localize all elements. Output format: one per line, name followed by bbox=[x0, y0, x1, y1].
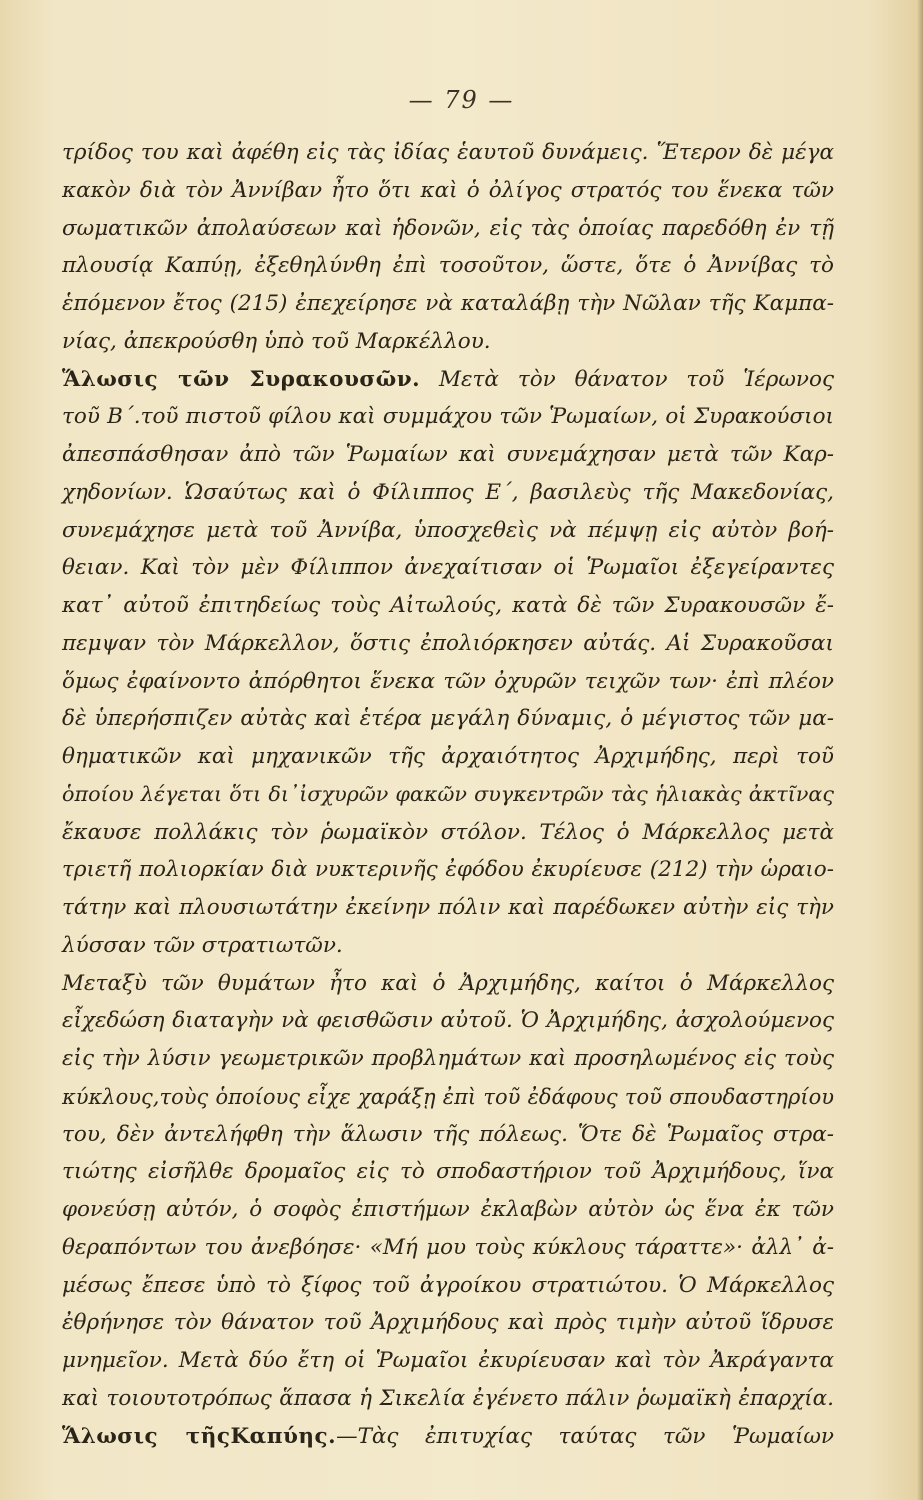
text-line: Μεταξὺ τῶν θυμάτων ἦτο καὶ ὁ Ἀρχιμήδης, καίτοι ὁ Μάρκελλος bbox=[62, 970, 834, 996]
text-line: συνεμάχησε μετὰ τοῦ Ἀννίβα, ὑποσχεθεὶς νὰ πέμψῃ εἰς αὐτὸν βοή- bbox=[62, 517, 834, 543]
text-line: ἐθρήνησε τὸν θάνατον τοῦ Ἀρχιμήδους καὶ πρὸς τιμὴν αὐτοῦ ἵδρυσε bbox=[62, 1310, 834, 1336]
page-number: — 79 — bbox=[408, 86, 515, 114]
section-text: —Τὰς ἐπιτυχίας ταύτας τῶν Ῥωμαίων bbox=[336, 1423, 834, 1449]
text-line: φονεύσῃ αὐτόν, ὁ σοφὸς ἐπιστήμων ἐκλαβὼν αὐτὸν ὡς ἕνα ἐκ τῶν bbox=[62, 1197, 834, 1222]
section-line bbox=[62, 361, 834, 399]
text-line: δὲ ὑπερήσπιζεν αὐτὰς καὶ ἑτέρα μεγάλη δύναμις, ὁ μέγιστος τῶν μα- bbox=[62, 706, 834, 732]
text-line: σωματικῶν ἀπολαύσεων καὶ ἡδονῶν, εἰς τὰς ὁποίας παρεδόθη ἐν τῇ bbox=[62, 215, 834, 241]
text-line: ὁποίου λέγεται ὅτι δι᾽ἰσχυρῶν φακῶν συγκεντρῶν τὰς ἡλιακὰς ἀκτῖνας bbox=[62, 781, 834, 806]
text-line: ὅμως ἐφαίνοντο ἀπόρθητοι ἕνεκα τῶν ὀχυρῶν τειχῶν των· ἐπὶ πλέον bbox=[62, 668, 834, 694]
text-line: θηματικῶν καὶ μηχανικῶν τῆς ἀρχαιότητος Ἀρχιμήδης, περὶ τοῦ bbox=[62, 744, 834, 769]
text-line: εἰς τὴν λύσιν γεωμετρικῶν προβλημάτων καὶ προσηλωμένος εἰς τοὺς bbox=[62, 1046, 834, 1071]
text-line: ἑπόμενον ἔτος (215) ἐπεχείρησε νὰ καταλάβῃ τὴν Νῶλαν τῆς Καμπα- bbox=[62, 291, 834, 316]
body-text bbox=[62, 134, 834, 1455]
section-heading: Ἅλωσις τῶν Συρακουσῶν. bbox=[62, 366, 421, 392]
text-line: νίας, ἀπεκρούσθη ὑπὸ τοῦ Μαρκέλλου. bbox=[62, 328, 491, 354]
text-line: πλουσίᾳ Καπύῃ, ἐξεθηλύνθη ἐπὶ τοσοῦτον, ὥστε, ὅτε ὁ Ἀννίβας τὸ bbox=[62, 253, 834, 279]
text-line: τιώτης εἰσῆλθε δρομαῖος εἰς τὸ σποδαστήριον τοῦ Ἀρχιμήδους, ἵνα bbox=[62, 1159, 834, 1185]
text-line: χηδονίων. Ὡσαύτως καὶ ὁ Φίλιππος Ε΄, βασιλεὺς τῆς Μακεδονίας, bbox=[62, 479, 834, 505]
text-line: κύκλους,τοὺς ὁποίους εἶχε χαράξῃ ἐπὶ τοῦ ἐδάφους τοῦ σπουδαστηρίου bbox=[62, 1083, 834, 1109]
text-line: θεραπόντων του ἀνεβόησε· «Μή μου τοὺς κύκλους τάραττε»· ἀλλ᾽ ἀ- bbox=[62, 1234, 834, 1260]
section-line bbox=[62, 1418, 834, 1456]
text-line: ἔκαυσε πολλάκις τὸν ῥωμαϊκὸν στόλον. Τέλος ὁ Μάρκελλος μετὰ bbox=[62, 819, 834, 845]
section-text: Μετὰ τὸν θάνατον τοῦ Ἱέρωνος bbox=[438, 366, 834, 392]
text-line: τάτην καὶ πλουσιωτάτην ἐκείνην πόλιν καὶ παρέδωκεν αὐτὴν εἰς τὴν bbox=[62, 895, 834, 920]
text-line: του, δὲν ἀντελήφθη τὴν ἅλωσιν τῆς πόλεως. Ὅτε δὲ Ῥωμαῖος στρα- bbox=[62, 1121, 834, 1147]
text-line: κατ᾽ αὐτοῦ ἐπιτηδείως τοὺς Αἰτωλούς, κατὰ δὲ τῶν Συρακουσῶν ἔ- bbox=[62, 593, 834, 618]
text-line: μνημεῖον. Μετὰ δύο ἔτη οἱ Ῥωμαῖοι ἐκυρίευσαν καὶ τὸν Ἀκράγαντα bbox=[62, 1348, 834, 1373]
text-line: τριετῆ πολιορκίαν διὰ νυκτερινῆς ἐφόδου ἐκυρίευσε (212) τὴν ὡραιο- bbox=[62, 857, 834, 883]
section-heading: Ἅλωσις τῆςΚαπύης. bbox=[62, 1423, 337, 1449]
text-line: καὶ τοιουτοτρόπως ἅπασα ἡ Σικελία ἐγένετο πάλιν ῥωμαϊκὴ ἐπαρχία. bbox=[62, 1385, 834, 1411]
text-line: κακὸν διὰ τὸν Ἀννίβαν ἦτο ὅτι καὶ ὁ ὀλίγος στρατός του ἕνεκα τῶν bbox=[62, 177, 834, 203]
text-line: τρίδος του καὶ ἀφέθη εἰς τὰς ἰδίας ἑαυτοῦ δυνάμεις. Ἕτερον δὲ μέγα bbox=[62, 140, 834, 165]
page-edge-shadow bbox=[917, 0, 923, 1500]
text-line: πεμψαν τὸν Μάρκελλον, ὅστις ἐπολιόρκησεν αὐτάς. Αἱ Συρακοῦσαι bbox=[62, 630, 834, 656]
text-line: λύσσαν τῶν στρατιωτῶν. bbox=[62, 932, 343, 958]
text-line: θειαν. Καὶ τὸν μὲν Φίλιππον ἀνεχαίτισαν οἱ Ῥωμαῖοι ἐξεγείραντες bbox=[62, 555, 834, 581]
text-line: μέσως ἔπεσε ὑπὸ τὸ ξίφος τοῦ ἀγροίκου στρατιώτου. Ὁ Μάρκελλος bbox=[62, 1272, 834, 1298]
text-line: τοῦ Β΄.τοῦ πιστοῦ φίλου καὶ συμμάχου τῶν Ῥωμαίων, οἱ Συρακούσιοι bbox=[62, 404, 834, 430]
text-line: ἀπεσπάσθησαν ἀπὸ τῶν Ῥωμαίων καὶ συνεμάχησαν μετὰ τῶν Καρ- bbox=[62, 442, 834, 467]
text-line: εἶχεδώση διαταγὴν νὰ φεισθῶσιν αὐτοῦ. Ὁ Ἀρχιμήδης, ἀσχολούμενος bbox=[62, 1008, 834, 1034]
